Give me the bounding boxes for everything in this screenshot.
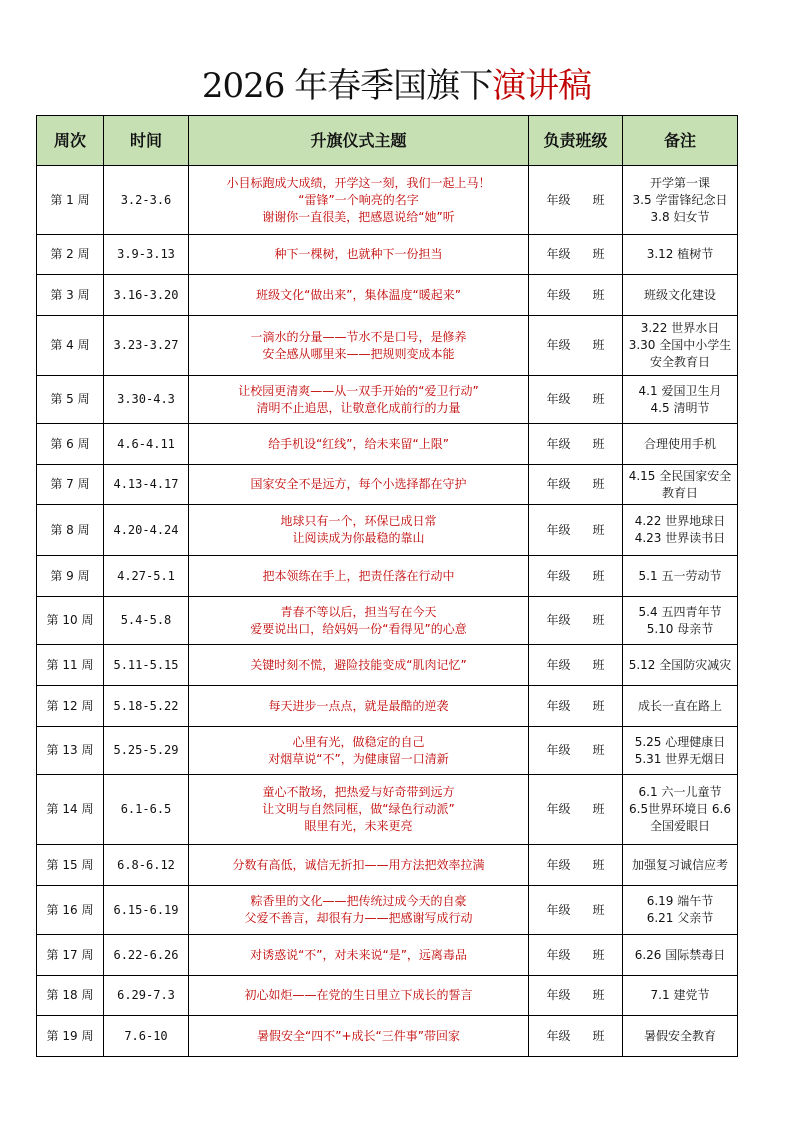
class-label: 班 bbox=[592, 698, 605, 713]
table-row bbox=[37, 727, 738, 775]
class-label: 班 bbox=[592, 902, 605, 917]
note-line: 4.15 全民国家安全 bbox=[628, 468, 732, 483]
note-line: 5.10 母亲节 bbox=[646, 621, 714, 636]
time-cell: 6.8-6.12 bbox=[104, 845, 189, 886]
theme-line: 安全感从哪里来——把规则变成本能 bbox=[262, 346, 455, 361]
week-cell: 第 14 周 bbox=[37, 775, 104, 845]
class-label: 班 bbox=[592, 802, 605, 816]
theme-cell bbox=[189, 686, 529, 727]
class-label: 班 bbox=[592, 568, 605, 583]
note-line: 加强复习诚信应考 bbox=[631, 857, 728, 872]
theme-line: “雷锋”一个响亮的名字 bbox=[298, 192, 419, 207]
note-cell bbox=[623, 316, 738, 376]
note-line: 暑假安全教育 bbox=[643, 1028, 716, 1043]
time-cell: 4.20-4.24 bbox=[104, 505, 189, 556]
note-line: 4.1 爱国卫生月 bbox=[638, 383, 722, 398]
class-cell bbox=[529, 1016, 623, 1057]
theme-cell bbox=[189, 976, 529, 1016]
theme-line: 小目标跑成大成绩，开学这一刻，我们一起上马！ bbox=[226, 175, 491, 190]
note-line: 5.31 世界无烟日 bbox=[634, 751, 726, 766]
theme-cell bbox=[189, 775, 529, 845]
header-time: 时间 bbox=[104, 116, 189, 166]
header-notes: 备注 bbox=[623, 116, 738, 166]
table-row bbox=[37, 976, 738, 1016]
theme-line: 青春不等以后，担当写在今天 bbox=[280, 604, 437, 619]
class-label: 班 bbox=[592, 392, 605, 406]
theme-cell bbox=[189, 505, 529, 556]
theme-line: 分数有高低，诚信无折扣——用方法把效率拉满 bbox=[232, 857, 485, 872]
class-cell bbox=[529, 505, 623, 556]
theme-line: 心里有光，做稳定的自己 bbox=[292, 734, 425, 749]
week-cell: 第 4 周 bbox=[37, 316, 104, 376]
title-red: 演讲稿 bbox=[492, 66, 592, 106]
class-label: 班 bbox=[592, 436, 605, 451]
note-line: 教育日 bbox=[661, 485, 698, 500]
theme-cell bbox=[189, 465, 529, 505]
grade-label: 年级 bbox=[546, 802, 571, 816]
note-cell bbox=[623, 686, 738, 727]
grade-label: 年级 bbox=[546, 988, 571, 1002]
grade-label: 年级 bbox=[546, 568, 571, 583]
page-title bbox=[0, 58, 793, 107]
note-line: 班级文化建设 bbox=[643, 287, 716, 302]
week-cell: 第 19 周 bbox=[37, 1016, 104, 1057]
time-cell: 5.4-5.8 bbox=[104, 597, 189, 645]
grade-label: 年级 bbox=[546, 657, 571, 672]
note-line: 3.22 世界水日 bbox=[640, 321, 720, 335]
note-line: 安全教育日 bbox=[649, 355, 710, 369]
table-row bbox=[37, 775, 738, 845]
week-cell: 第 6 周 bbox=[37, 424, 104, 465]
note-cell bbox=[623, 935, 738, 976]
class-cell bbox=[529, 775, 623, 845]
table-row bbox=[37, 376, 738, 424]
grade-label: 年级 bbox=[546, 192, 571, 207]
theme-cell bbox=[189, 235, 529, 275]
class-label: 班 bbox=[592, 1028, 605, 1043]
table-header-row bbox=[37, 116, 738, 166]
class-cell bbox=[529, 727, 623, 775]
table-row bbox=[37, 686, 738, 727]
table-row bbox=[37, 556, 738, 597]
table-row bbox=[37, 645, 738, 686]
class-label: 班 bbox=[592, 477, 605, 491]
theme-line: 关键时刻不慌，避险技能变成“肌肉记忆” bbox=[250, 657, 467, 672]
note-cell bbox=[623, 976, 738, 1016]
class-cell bbox=[529, 886, 623, 935]
note-line: 4.5 清明节 bbox=[650, 400, 710, 415]
theme-line: 粽香里的文化——把传统过成今天的自豪 bbox=[250, 894, 467, 908]
theme-cell bbox=[189, 645, 529, 686]
note-cell bbox=[623, 235, 738, 275]
table-row bbox=[37, 845, 738, 886]
week-cell: 第 10 周 bbox=[37, 597, 104, 645]
week-cell: 第 2 周 bbox=[37, 235, 104, 275]
note-line: 5.25 心理健康日 bbox=[634, 734, 726, 749]
week-cell: 第 11 周 bbox=[37, 645, 104, 686]
note-line: 3.5 学雷锋纪念日 bbox=[632, 192, 728, 207]
class-label: 班 bbox=[592, 947, 605, 962]
note-line: 5.12 全国防灾减灾 bbox=[628, 657, 732, 672]
time-cell: 3.23-3.27 bbox=[104, 316, 189, 376]
note-cell bbox=[623, 166, 738, 235]
time-cell: 6.15-6.19 bbox=[104, 886, 189, 935]
header-class: 负责班级 bbox=[529, 116, 623, 166]
week-cell: 第 8 周 bbox=[37, 505, 104, 556]
class-label: 班 bbox=[592, 522, 605, 537]
class-cell bbox=[529, 556, 623, 597]
time-cell: 5.18-5.22 bbox=[104, 686, 189, 727]
note-cell bbox=[623, 1016, 738, 1057]
note-line: 合理使用手机 bbox=[643, 436, 716, 451]
time-cell: 6.22-6.26 bbox=[104, 935, 189, 976]
note-cell bbox=[623, 845, 738, 886]
note-line: 3.30 全国中小学生 bbox=[628, 338, 732, 352]
class-cell bbox=[529, 275, 623, 316]
time-cell: 7.6-10 bbox=[104, 1016, 189, 1057]
table-row bbox=[37, 424, 738, 465]
grade-label: 年级 bbox=[546, 392, 571, 406]
theme-cell bbox=[189, 424, 529, 465]
theme-line: 谢谢你一直很美，把感恩说给“她”听 bbox=[262, 209, 455, 224]
class-label: 班 bbox=[592, 247, 605, 261]
class-label: 班 bbox=[592, 988, 605, 1002]
theme-line: 暑假安全“四不”+成长“三件事”带回家 bbox=[257, 1028, 460, 1043]
theme-line: 让校园更清爽——从一双手开始的“爱卫行动” bbox=[238, 383, 479, 398]
theme-line: 每天进步一点点，就是最酷的逆袭 bbox=[268, 698, 449, 713]
table-row bbox=[37, 235, 738, 275]
note-line: 5.1 五一劳动节 bbox=[638, 568, 722, 583]
note-line: 4.23 世界读书日 bbox=[634, 531, 726, 545]
theme-cell bbox=[189, 376, 529, 424]
class-label: 班 bbox=[592, 657, 605, 672]
class-cell bbox=[529, 686, 623, 727]
title-black: 2026 年春季国旗下 bbox=[201, 66, 493, 106]
grade-label: 年级 bbox=[546, 743, 571, 757]
class-cell bbox=[529, 424, 623, 465]
grade-label: 年级 bbox=[546, 522, 571, 537]
theme-line: 父爱不善言，却很有力——把感谢写成行动 bbox=[244, 911, 473, 925]
note-cell bbox=[623, 376, 738, 424]
class-cell bbox=[529, 935, 623, 976]
note-cell bbox=[623, 775, 738, 845]
theme-cell bbox=[189, 316, 529, 376]
note-cell bbox=[623, 645, 738, 686]
theme-cell bbox=[189, 886, 529, 935]
note-line: 4.22 世界地球日 bbox=[634, 514, 726, 528]
note-line: 6.19 端午节 bbox=[646, 894, 714, 908]
time-cell: 3.16-3.20 bbox=[104, 275, 189, 316]
class-cell bbox=[529, 976, 623, 1016]
class-cell bbox=[529, 235, 623, 275]
class-cell bbox=[529, 316, 623, 376]
grade-label: 年级 bbox=[546, 613, 571, 627]
grade-label: 年级 bbox=[546, 287, 571, 302]
note-line: 成长一直在路上 bbox=[637, 698, 722, 713]
table-row bbox=[37, 886, 738, 935]
schedule-table bbox=[36, 115, 738, 1057]
week-cell: 第 1 周 bbox=[37, 166, 104, 235]
table-row bbox=[37, 316, 738, 376]
theme-line: 爱要说出口，给妈妈一份“看得见”的心意 bbox=[250, 621, 467, 636]
note-cell bbox=[623, 465, 738, 505]
week-cell: 第 15 周 bbox=[37, 845, 104, 886]
class-label: 班 bbox=[592, 743, 605, 757]
note-cell bbox=[623, 886, 738, 935]
grade-label: 年级 bbox=[546, 247, 571, 261]
week-cell: 第 18 周 bbox=[37, 976, 104, 1016]
table-row bbox=[37, 1016, 738, 1057]
week-cell: 第 9 周 bbox=[37, 556, 104, 597]
note-cell bbox=[623, 727, 738, 775]
table-row bbox=[37, 275, 738, 316]
grade-label: 年级 bbox=[546, 436, 571, 451]
table-row bbox=[37, 465, 738, 505]
table-row bbox=[37, 505, 738, 556]
class-label: 班 bbox=[592, 613, 605, 627]
week-cell: 第 12 周 bbox=[37, 686, 104, 727]
theme-cell bbox=[189, 845, 529, 886]
table-row bbox=[37, 597, 738, 645]
note-line: 6.5世界环境日 6.6 bbox=[629, 802, 731, 816]
time-cell: 5.25-5.29 bbox=[104, 727, 189, 775]
grade-label: 年级 bbox=[546, 902, 571, 917]
class-cell bbox=[529, 166, 623, 235]
grade-label: 年级 bbox=[546, 857, 571, 872]
theme-line: 让阅读成为你最稳的靠山 bbox=[292, 531, 425, 545]
theme-line: 种下一棵树，也就种下一份担当 bbox=[274, 247, 443, 261]
time-cell: 4.27-5.1 bbox=[104, 556, 189, 597]
theme-line: 让文明与自然同框，做“绿色行动派” bbox=[262, 802, 455, 816]
table-row bbox=[37, 935, 738, 976]
theme-cell bbox=[189, 166, 529, 235]
note-cell bbox=[623, 424, 738, 465]
note-line: 6.1 六一儿童节 bbox=[638, 785, 722, 799]
note-cell bbox=[623, 505, 738, 556]
note-line: 3.12 植树节 bbox=[646, 247, 714, 261]
note-line: 7.1 建党节 bbox=[650, 988, 710, 1002]
theme-line: 一滴水的分量——节水不是口号，是修养 bbox=[250, 329, 467, 344]
class-cell bbox=[529, 465, 623, 505]
theme-line: 国家安全不是远方，每个小选择都在守护 bbox=[250, 477, 467, 491]
theme-cell bbox=[189, 556, 529, 597]
theme-line: 地球只有一个，环保已成日常 bbox=[280, 514, 437, 528]
note-cell bbox=[623, 275, 738, 316]
note-line: 6.26 国际禁毒日 bbox=[634, 947, 726, 962]
theme-line: 给手机设“红线”，给未来留“上限” bbox=[268, 436, 449, 451]
time-cell: 4.13-4.17 bbox=[104, 465, 189, 505]
class-label: 班 bbox=[592, 287, 605, 302]
class-label: 班 bbox=[592, 857, 605, 872]
note-cell bbox=[623, 597, 738, 645]
week-cell: 第 17 周 bbox=[37, 935, 104, 976]
week-cell: 第 5 周 bbox=[37, 376, 104, 424]
note-cell bbox=[623, 556, 738, 597]
grade-label: 年级 bbox=[546, 1028, 571, 1043]
time-cell: 6.29-7.3 bbox=[104, 976, 189, 1016]
time-cell: 4.6-4.11 bbox=[104, 424, 189, 465]
class-cell bbox=[529, 645, 623, 686]
theme-line: 童心不散场，把热爱与好奇带到远方 bbox=[262, 785, 455, 799]
note-line: 开学第一课 bbox=[649, 175, 710, 190]
theme-cell bbox=[189, 597, 529, 645]
theme-line: 清明不止追思，让敬意化成前行的力量 bbox=[256, 400, 461, 415]
time-cell: 3.30-4.3 bbox=[104, 376, 189, 424]
note-line: 3.8 妇女节 bbox=[650, 209, 710, 224]
theme-line: 把本领练在手上，把责任落在行动中 bbox=[262, 568, 455, 583]
grade-label: 年级 bbox=[546, 477, 571, 491]
grade-label: 年级 bbox=[546, 338, 571, 352]
header-theme: 升旗仪式主题 bbox=[189, 116, 529, 166]
note-line: 全国爱眼日 bbox=[649, 819, 710, 833]
theme-cell bbox=[189, 935, 529, 976]
week-cell: 第 7 周 bbox=[37, 465, 104, 505]
class-cell bbox=[529, 597, 623, 645]
time-cell: 3.9-3.13 bbox=[104, 235, 189, 275]
class-cell bbox=[529, 376, 623, 424]
time-cell: 6.1-6.5 bbox=[104, 775, 189, 845]
class-cell bbox=[529, 845, 623, 886]
theme-line: 对诱惑说“不”，对未来说“是”，远离毒品 bbox=[250, 947, 467, 962]
theme-cell bbox=[189, 727, 529, 775]
class-label: 班 bbox=[592, 338, 605, 352]
theme-line: 对烟草说“不”，为健康留一口清新 bbox=[268, 751, 449, 766]
week-cell: 第 16 周 bbox=[37, 886, 104, 935]
grade-label: 年级 bbox=[546, 698, 571, 713]
theme-line: 班级文化“做出来”，集体温度“暖起来” bbox=[256, 287, 461, 302]
note-line: 5.4 五四青年节 bbox=[638, 604, 722, 619]
theme-cell bbox=[189, 1016, 529, 1057]
class-label: 班 bbox=[592, 192, 605, 207]
note-line: 6.21 父亲节 bbox=[646, 911, 714, 925]
header-week: 周次 bbox=[37, 116, 104, 166]
time-cell: 5.11-5.15 bbox=[104, 645, 189, 686]
table-row bbox=[37, 166, 738, 235]
theme-line: 眼里有光，未来更亮 bbox=[304, 819, 413, 833]
theme-cell bbox=[189, 275, 529, 316]
theme-line: 初心如炬——在党的生日里立下成长的誓言 bbox=[244, 988, 473, 1002]
week-cell: 第 13 周 bbox=[37, 727, 104, 775]
time-cell: 3.2-3.6 bbox=[104, 166, 189, 235]
week-cell: 第 3 周 bbox=[37, 275, 104, 316]
grade-label: 年级 bbox=[546, 947, 571, 962]
